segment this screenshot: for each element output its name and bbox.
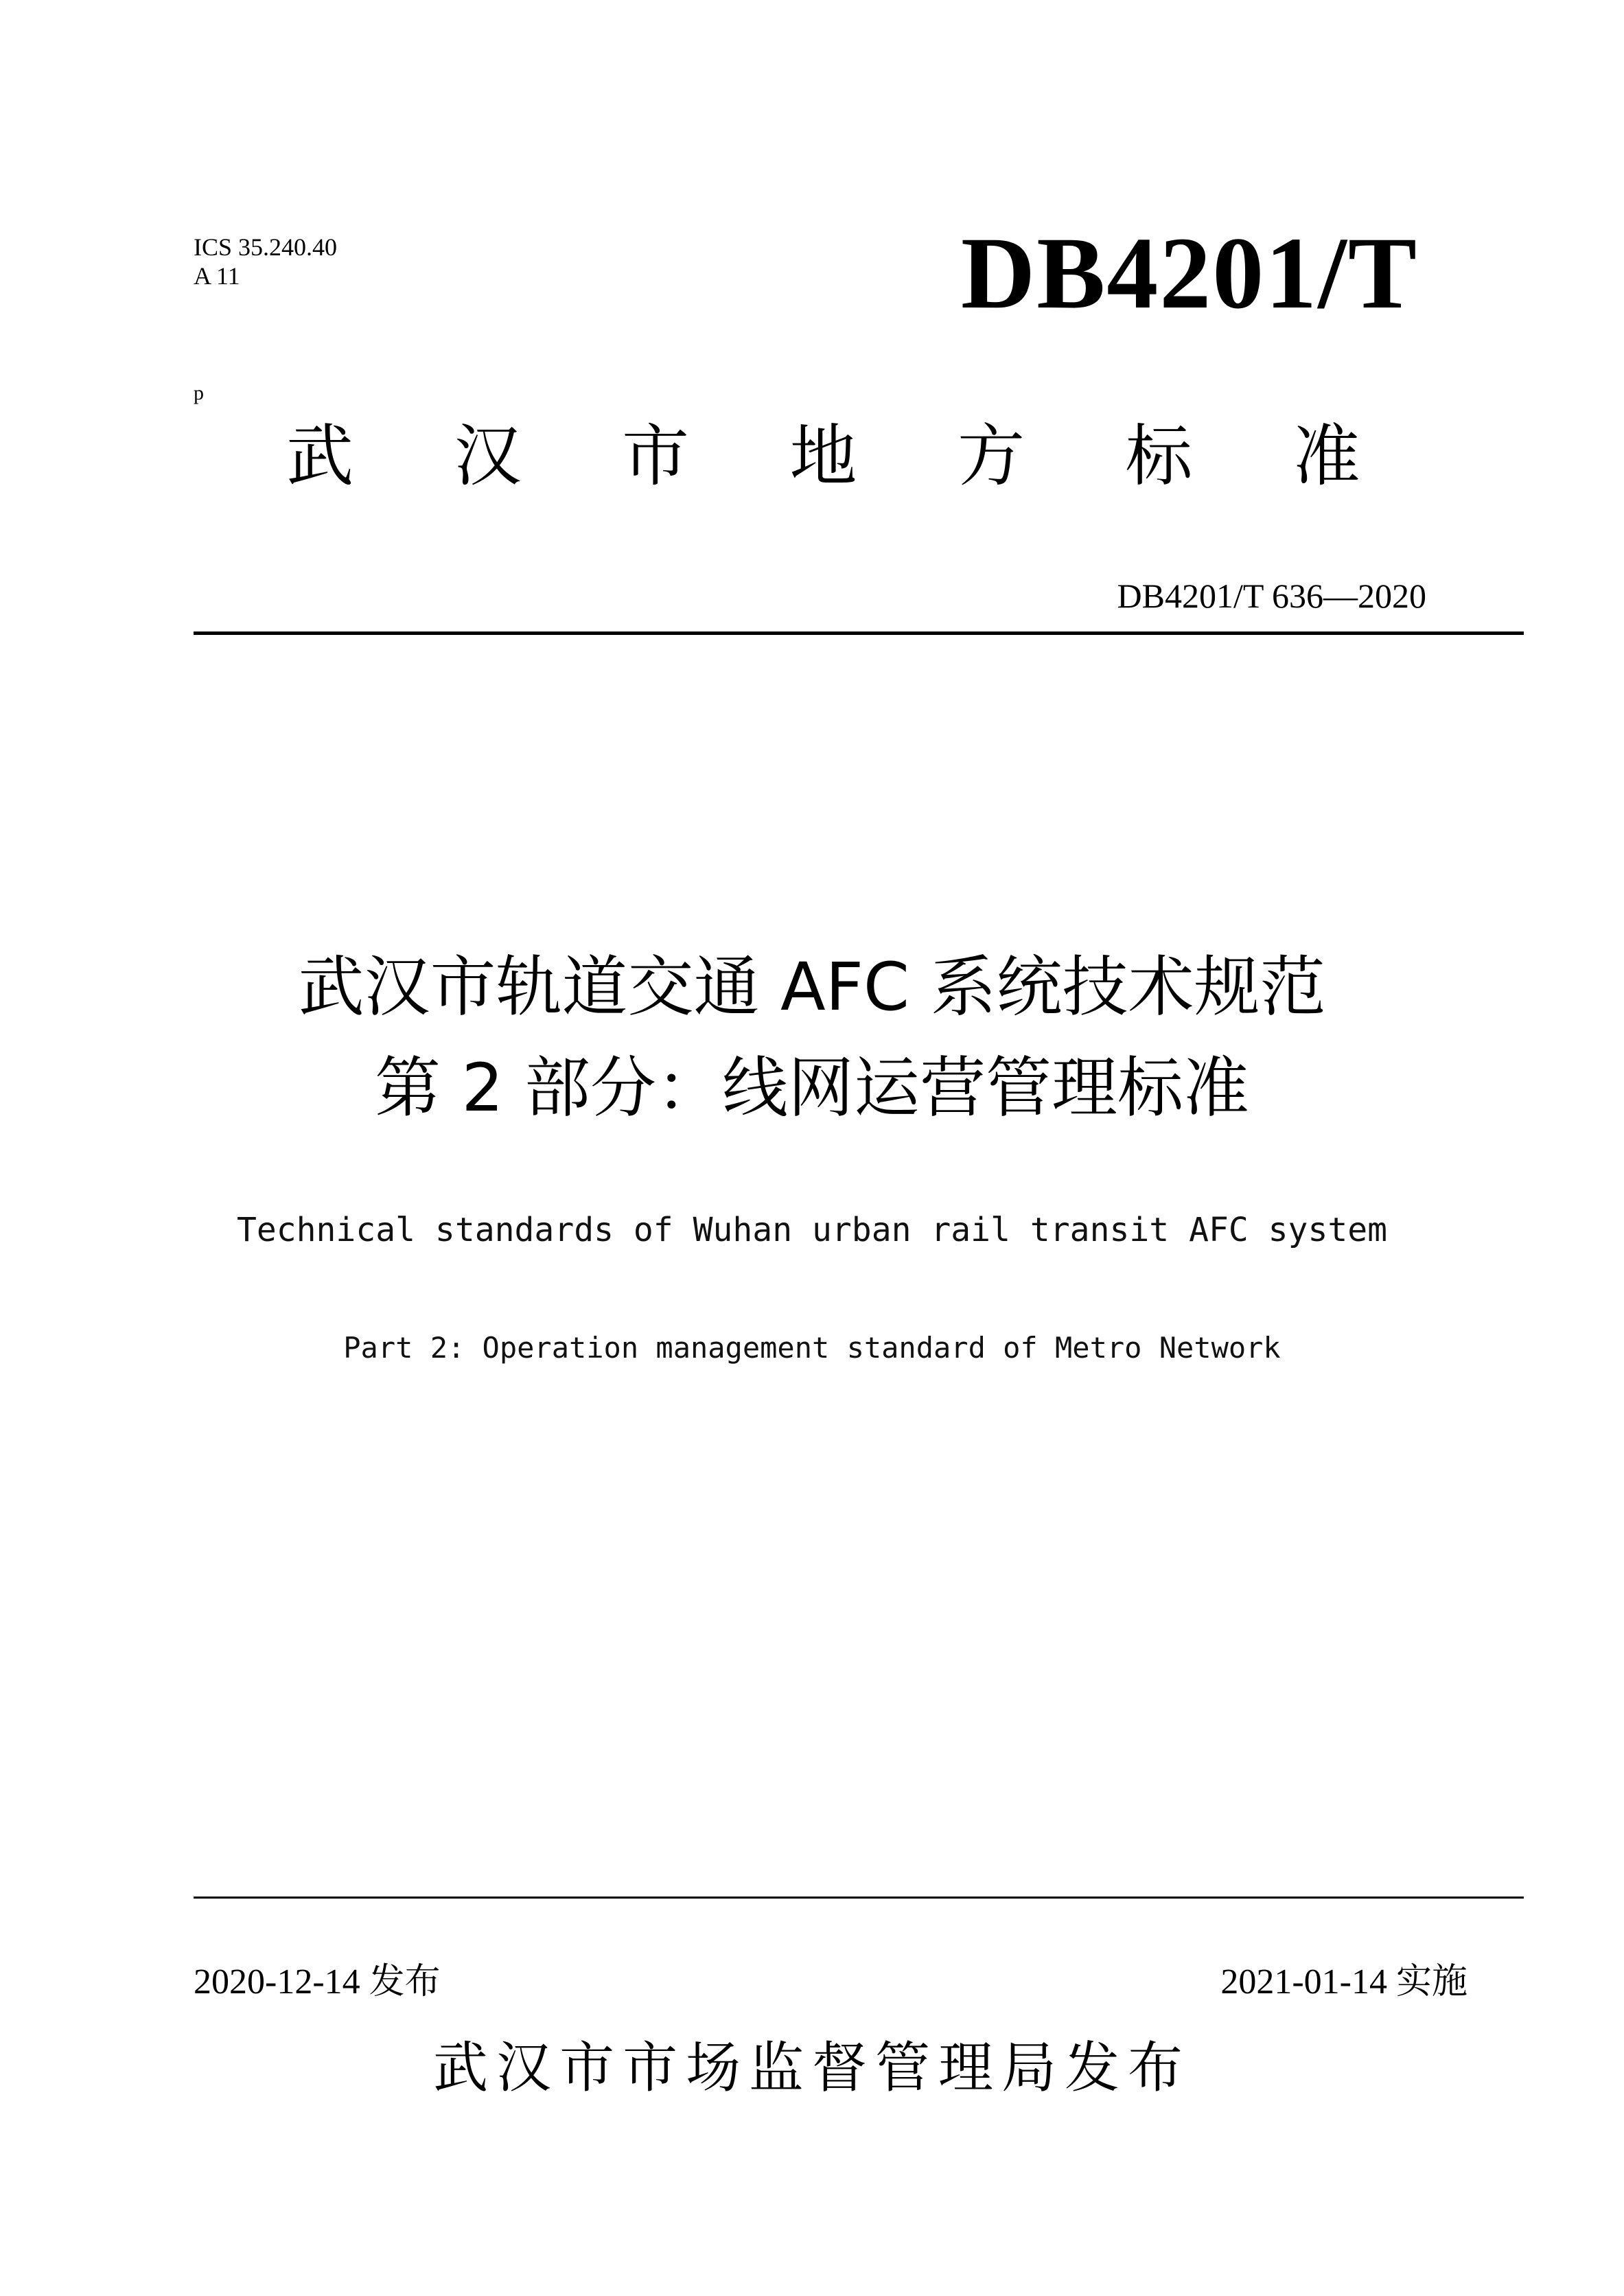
- standard-category-char: 汉: [454, 417, 522, 496]
- title-cn-line2: 第 2 部分：线网运营管理标准: [374, 1050, 1250, 1126]
- standard-mark: DB4201/T: [960, 216, 1418, 330]
- title-en-line2: Part 2: Operation management standard of Metro Network: [343, 1331, 1281, 1365]
- standard-category-char: 准: [1292, 417, 1360, 496]
- header-divider: [194, 631, 1524, 635]
- standard-category: [194, 412, 1429, 501]
- standard-category-char: 方: [957, 417, 1025, 496]
- classification-code: A 11: [194, 262, 240, 290]
- standard-category-char: 地: [789, 417, 857, 496]
- standard-number: DB4201/T 636—2020: [1117, 577, 1426, 615]
- ics-code: ICS 35.240.40: [194, 233, 338, 261]
- implementation-date: 2021-01-14 实施: [1220, 1962, 1468, 2002]
- standard-category-char: 市: [621, 417, 689, 496]
- title-en-line1: Technical standards of Wuhan urban rail transit AFC system: [236, 1211, 1388, 1249]
- standard-category-char: 标: [1125, 417, 1193, 496]
- title-cn-line1: 武汉市轨道交通 AFC 系统技术规范: [298, 949, 1326, 1025]
- publisher: 武汉市市场监督管理局发布: [433, 2036, 1191, 2100]
- p-mark: p: [194, 382, 204, 404]
- standard-category-char: 武: [286, 417, 354, 496]
- footer-divider: [194, 1897, 1524, 1899]
- issue-date: 2020-12-14 发布: [194, 1962, 441, 2002]
